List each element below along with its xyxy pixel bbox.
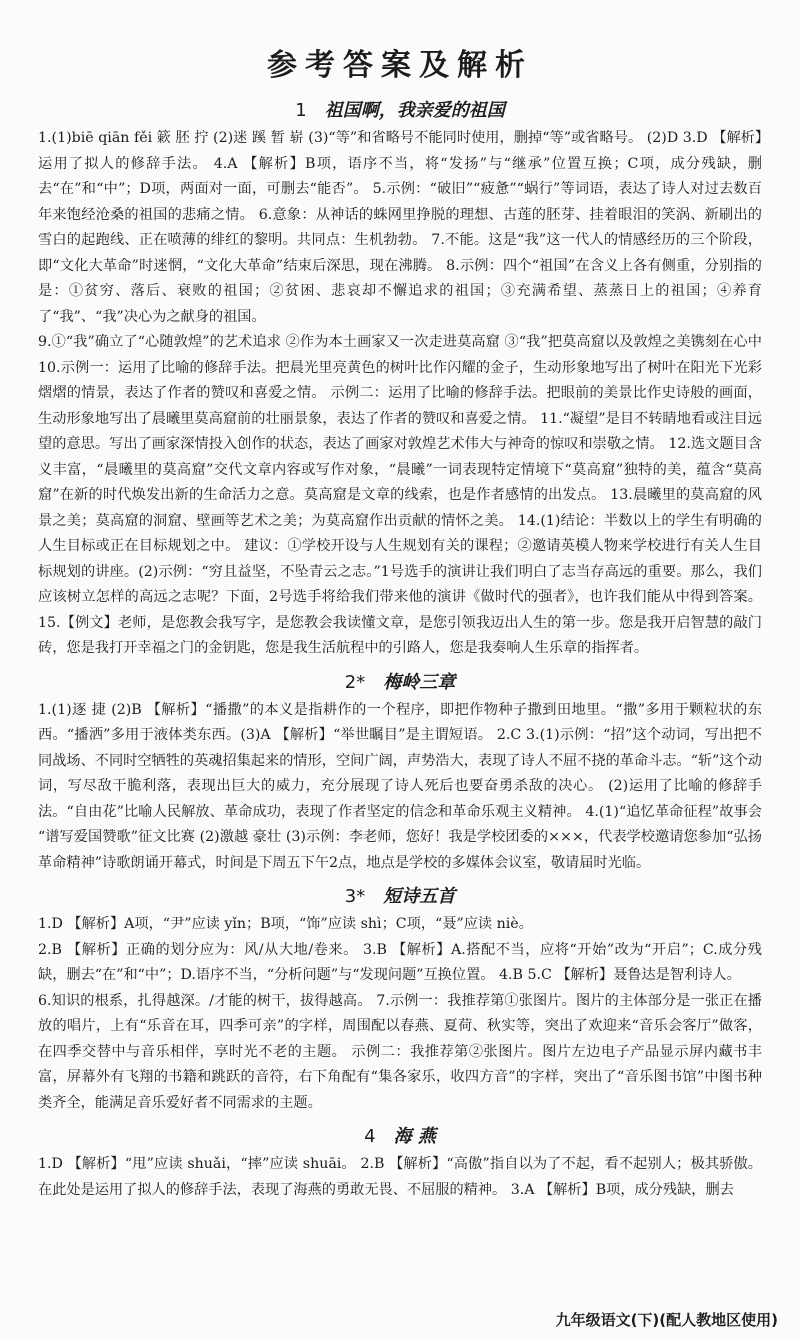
section-heading [38,668,762,694]
answer-paragraph: 1.D 【解析】A项，“尹”应读 yǐn；B项，“饰”应读 shì；C项，“聂”应读 niè。 [38,916,533,932]
page-footer: 九年级语文(下)(配人教地区使用) [555,1311,778,1329]
section-title: 海 燕 [393,1126,436,1147]
answer-paragraph: 1.D 【解析】“甩”应读 shuǎi，“摔”应读 shuāi。 2.B 【解析】“高傲”指自以为了不起，看不起别人；极其骄傲。在此处是运用了拟人的修辞手法，表现了海燕的勇敢无畏、不屈服的精神。 3.A 【解析】B项，成分残缺，删去 [38,1156,762,1198]
section-1 [38,96,762,662]
section-heading [38,882,762,908]
section-3 [38,882,762,1116]
section-2 [38,668,762,877]
answer-paragraph: 1.(1)biē qiān fěi 簌 胚 拧 (2)迷 蹊 暂 崭 (3)“等”和省略号不能同时使用，删掉“等”或省略号。 (2)D 3.D 【解析】运用了拟人的修辞手法。 4.A 【解析】B项，语序不当，将“发扬”与“继承”位置互换；C项，成分残缺，删去“在”和“中”；D项，两面对一面，可删去“能否”。 5.示例：“破旧”“疲惫”“蜗行”等词语，表达了诗人对过去数百年来饱经沧桑的祖国的悲痛之情。 6.意象：从神话的蛛网里挣脱的理想、古莲的胚芽、挂着眼泪的笑涡、新刷出的雪白的起跑线、正在喷薄的绯红的黎明。共同点：生机勃勃。 7.不能。这是“我”这一代人的情感经历的三个阶段，即“文化大革命”时迷惘，“文化大革命”结束后深思，现在沸腾。 8.示例：四个“祖国”在含义上各有侧重，分别指的是：①贫穷、落后、衰败的祖国；②贫困、悲哀却不懈追求的祖国；③充满希望、蒸蒸日上的祖国；④养育了“我”、“我”决心为之献身的祖国。 [38,130,762,325]
section-title: 梅岭三章 [383,671,456,693]
page-title: 参考答案及解析 [267,48,533,83]
answer-paragraph: 1.(1)逐 捷 (2)B 【解析】“播撒”的本义是指耕作的一个程序，即把作物种子撒到田地里。“撒”多用于颗粒状的东西。“播洒”多用于液体类东西。(3)A 【解析】“举世瞩目”是主谓短语。 2.C 3.(1)示例：“招”这个动词，写出把不同战场、不同时空牺牲的英魂招集起来的情形，空间广阔，声势浩大，表现了诗人不屈不挠的革命斗志。“斩”这个动词，写尽敌干脆利落，表现出巨大的威力，充分展现了诗人死后也要奋勇杀敌的决心。 (2)运用了比喻的修辞手法。“自由花”比喻人民解放、革命成功，表现了作者坚定的信念和革命乐观主义精神。 4.(1)“追忆革命征程”故事会 “谱写爱国赞歌”征文比赛 (2)激越 豪壮 (3)示例：李老师，您好！我是学校团委的×××，代表学校邀请您参加“弘扬革命精神”诗歌朗诵开幕式，时间是下周五下午2点，地点是学校的多媒体会议室，敬请届时光临。 [38,701,762,871]
section-title: 祖国啊，我亲爱的祖国 [324,100,505,121]
section-title: 短诗五首 [383,886,456,907]
answer-paragraph: 9.①“我”确立了“心随敦煌”的艺术追求 ②作为本土画家又一次走进莫高窟 ③“我”把莫高窟以及敦煌之美镌刻在心中 10.示例一：运用了比喻的修辞手法。把晨光里亮黄色的树叶比作闪耀的金子，生动形象地写出了树叶在阳光下光彩熠熠的情景，表达了作者的赞叹和喜爱之情。 示例二：运用了比喻的修辞手法。把眼前的美景比作史诗般的画面，生动形象地写出了晨曦里莫高窟前的壮丽景象，表达了作者的赞叹和喜爱之情。 11.“凝望”是目不转睛地看或注目远望的意思。写出了画家深情投入创作的状态，表达了画家对敦煌艺术伟大与神奇的惊叹和崇敬之情。 12.选文题目含义丰富，“晨曦里的莫高窟”交代文章内容或写作对象，“晨曦”一词表现特定情境下“莫高窟”独特的美，蕴含“莫高窟”在新的时代焕发出新的生命活力之意。莫高窟是文章的线索，也是作者感情的出发点。 13.晨曦里的莫高窟的风景之美；莫高窟的洞窟、壁画等艺术之美；为莫高窟作出贡献的情怀之美。 14.(1)结论：半数以上的学生有明确的人生目标或正在目标规划之中。 建议：①学校开设与人生规划有关的课程；②邀请英模人物来学校进行有关人生目标规划的讲座。(2)示例：“穷且益坚，不坠青云之志。”1号选手的演讲让我们明白了志当存高远的重要。那么，我们应该树立怎样的高远之志呢？下面，2号选手将给我们带来他的演讲《做时代的强者》，也许我们能从中得到答案。 15.【例文】老师，是您教会我写字，是您教会我读懂文章，是您引领我迈出人生的第一步。您是我开启智慧的敲门砖，您是我打开幸福之门的金钥匙，您是我生活航程中的引路人，您是我奏响人生乐章的指挥者。 [38,334,762,656]
section-4 [38,1122,762,1203]
answer-paragraph: 2.B 【解析】正确的划分应为：风/从大地/卷来。 3.B 【解析】A.搭配不当，应将“开始”改为“开启”；C.成分残缺，删去“在”和“中”；D.语序不当，“分析问题”与“发现问题”互换位置。 4.B 5.C 【解析】聂鲁达是智利诗人。 [38,941,762,983]
section-heading [38,1122,762,1148]
answer-paragraph: 6.知识的根系，扎得越深。/才能的树干，拔得越高。 7.示例一：我推荐第①张图片。图片的主体部分是一张正在播放的唱片，上有“乐音在耳，四季可亲”的字样，周围配以春燕、夏荷、秋实等，突出了欢迎来“音乐会客厅”做客，在四季交替中与音乐相伴，享时光不老的主题。 示例二：我推荐第②张图片。图片左边电子产品显示屏内藏书丰富，屏幕外有飞翔的书籍和跳跃的音符，右下角配有“集各家乐，收四方音”的字样，突出了“音乐图书馆”中图书种类齐全，能满足音乐爱好者不同需求的主题。 [38,992,762,1111]
section-heading [38,96,762,122]
section-number: 4 [364,1126,376,1147]
section-number: 2* [344,671,366,693]
section-number: 1 [295,100,307,121]
section-number: 3* [344,886,366,907]
